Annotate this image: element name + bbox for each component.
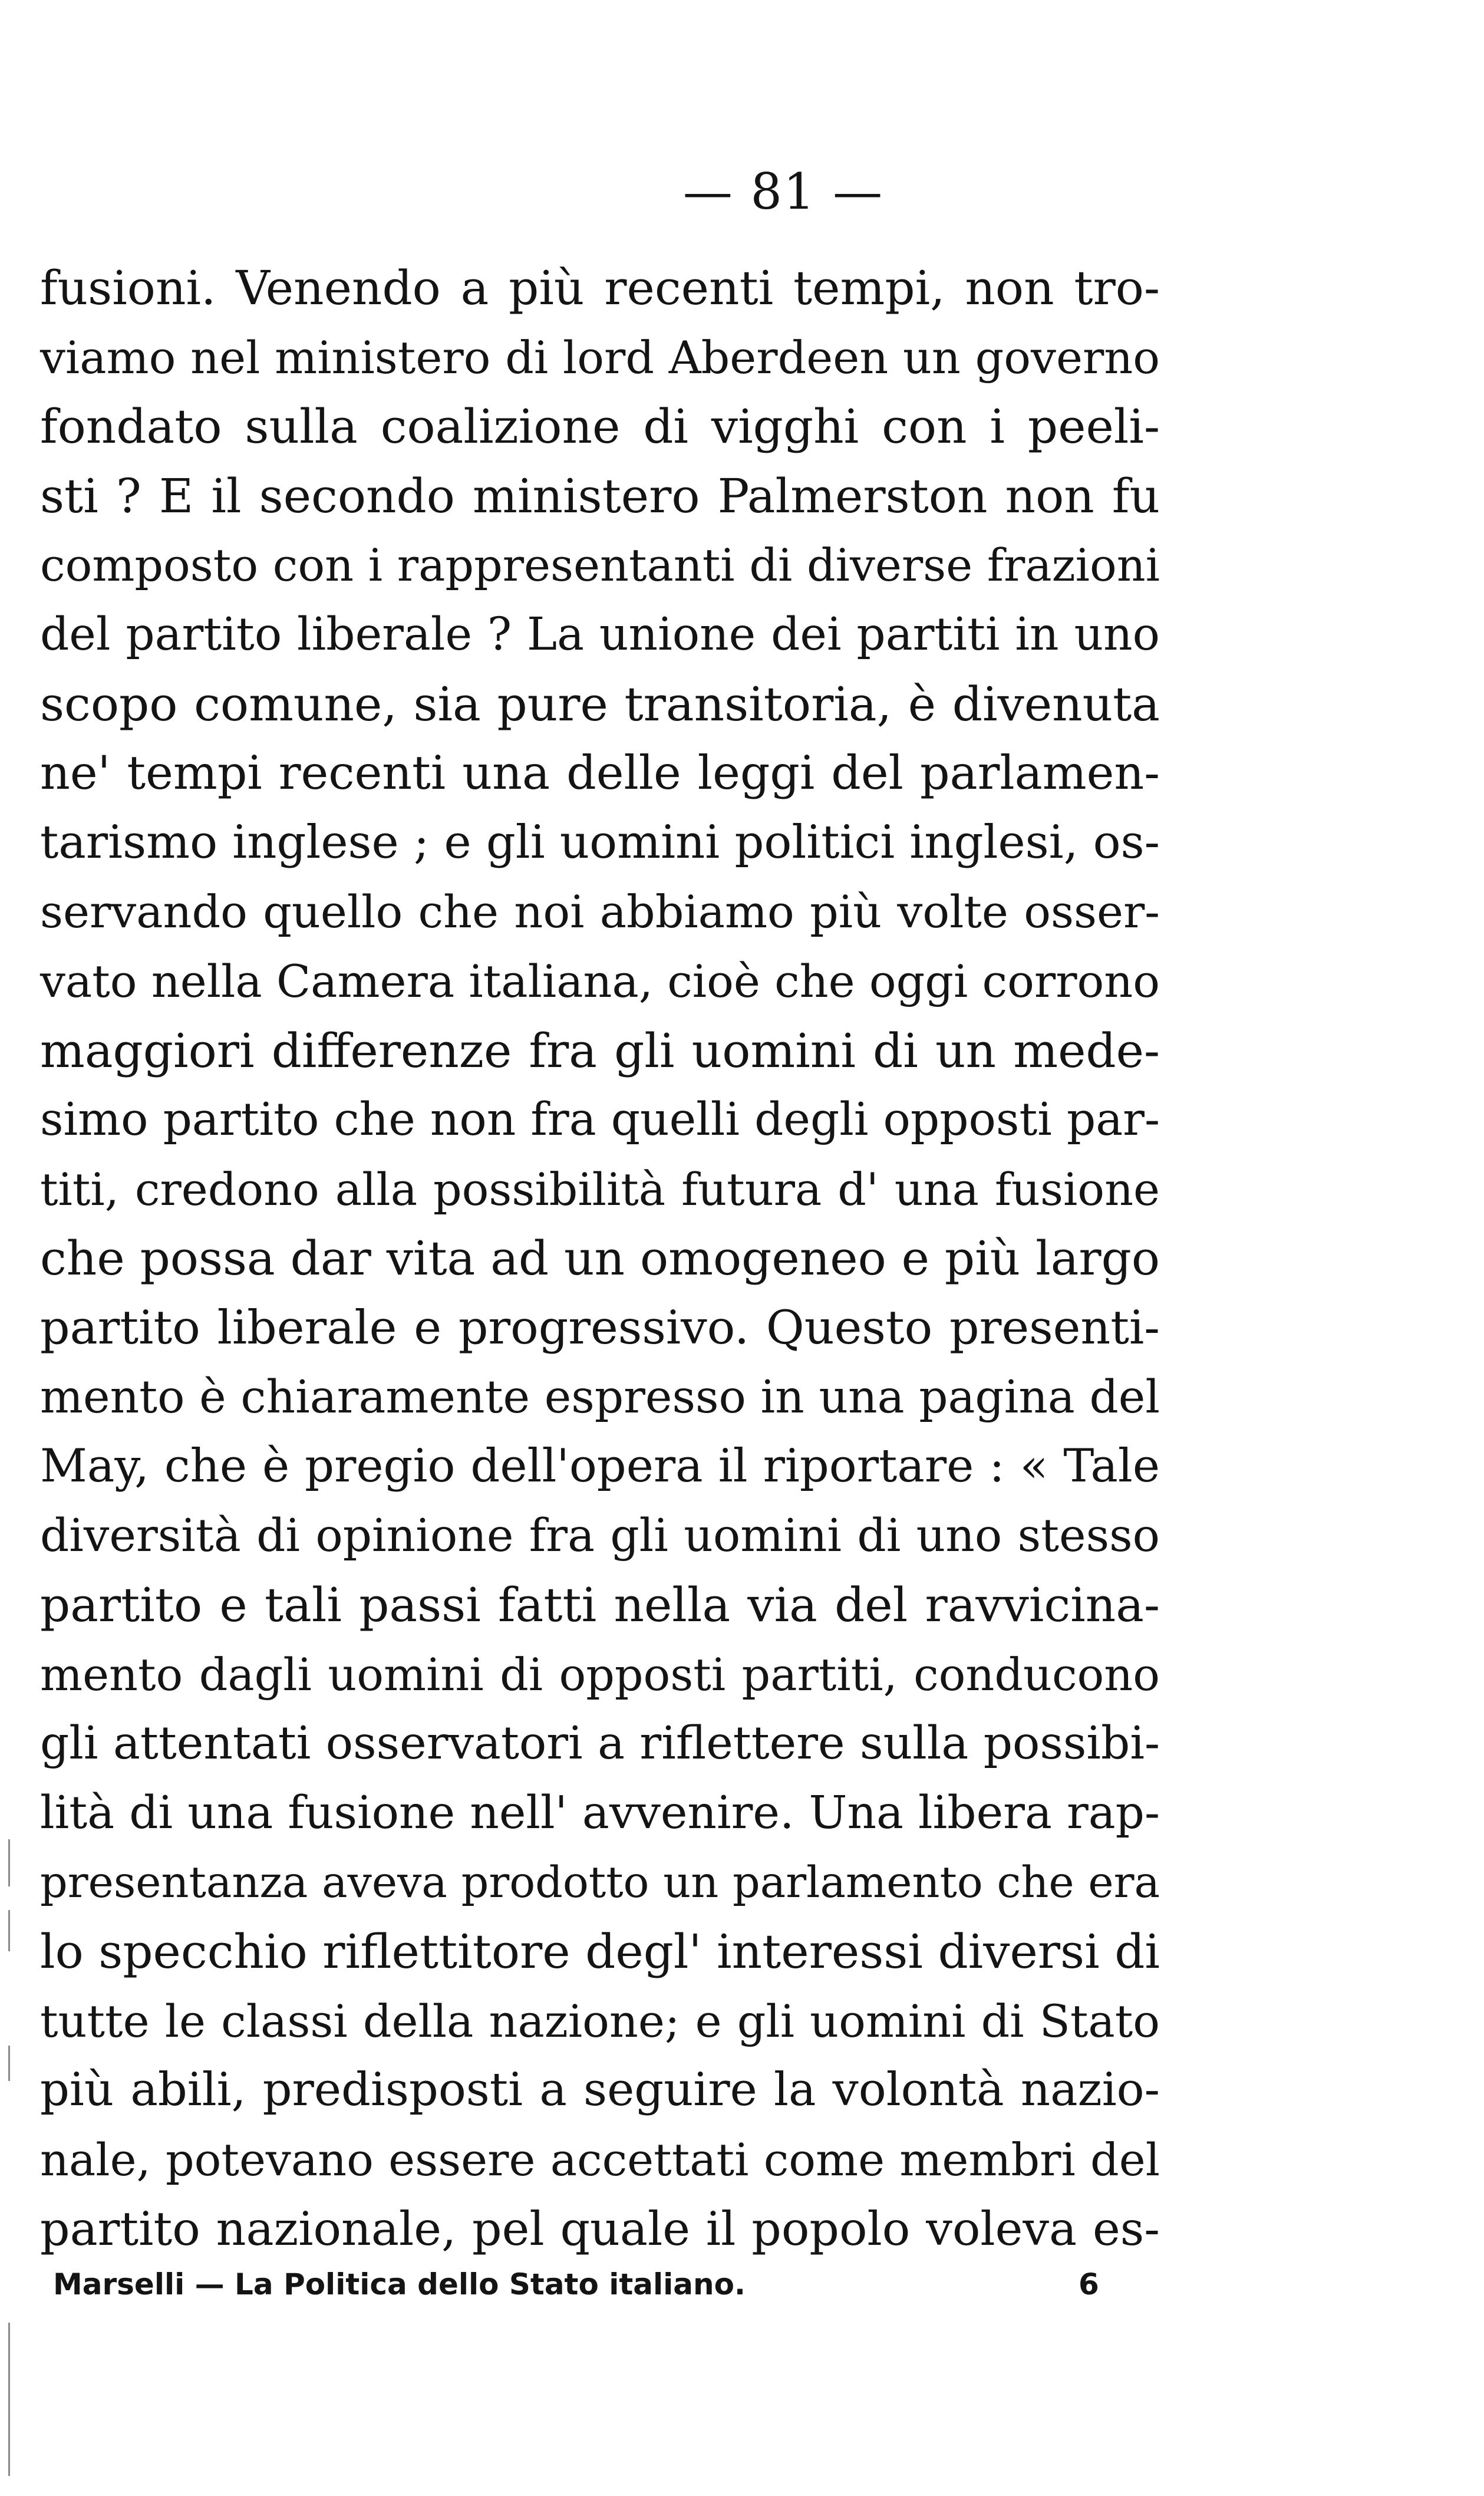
text-line: viamo nel ministero di lord Aberdeen un governo — [40, 331, 1160, 384]
text-line: presentanza aveva prodotto un parlamento che era — [40, 1857, 1160, 1908]
margin-mark — [8, 2323, 10, 2476]
text-line: diversità di opinione fra gli uomini di uno stesso — [40, 1509, 1160, 1562]
text-line: gli attentati osservatori a riflettere sulla possibi- — [40, 1717, 1160, 1770]
text-line: fondato sulla coalizione di vigghi con i peeli- — [40, 399, 1160, 455]
text-line: del partito liberale ? La unione dei partiti in uno — [40, 608, 1160, 661]
text-line: mento è chiaramente espresso in una pagina del — [40, 1371, 1160, 1424]
text-line: tarismo inglese ; e gli uomini politici inglesi, os- — [40, 815, 1160, 869]
text-line: composto con i rappresentanti di diverse frazioni — [40, 539, 1160, 592]
text-line: vato nella Camera italiana, cioè che oggi corrono — [40, 954, 1160, 1007]
text-line: simo partito che non fra quelli degli opposti par- — [40, 1094, 1160, 1147]
text-line: mento dagli uomini di opposti partiti, conducono — [40, 1648, 1160, 1701]
text-line: partito liberale e progressivo. Questo presenti- — [40, 1300, 1160, 1355]
text-line: fusioni. Venendo a più recenti tempi, non tro- — [40, 261, 1160, 315]
text-line: sti ? E il secondo ministero Palmerston non fu — [40, 468, 1160, 523]
text-line: servando quello che noi abbiamo più volte osser- — [40, 885, 1160, 939]
page-footer — [53, 2258, 1114, 2311]
text-line: che possa dar vita ad un omogeneo e più largo — [40, 1231, 1160, 1286]
body-text — [40, 253, 1160, 2264]
signature-mark: 6 — [1079, 2267, 1099, 2301]
margin-mark — [8, 2046, 10, 2081]
text-line: May, che è pregio dell'opera il riportare : « Tale — [40, 1440, 1160, 1493]
text-line: nale, potevano essere accettati come membri del — [40, 2133, 1160, 2187]
text-line: tutte le classi della nazione; e gli uomini di Stato — [40, 1994, 1160, 2047]
text-line: titi, credono alla possibilità futura d' una fusione — [40, 1163, 1160, 1216]
text-line: maggiori differenze fra gli uomini di un mede- — [40, 1023, 1160, 1078]
text-line: più abili, predisposti a seguire la volontà nazio- — [40, 2063, 1160, 2117]
text-line: lo specchio riflettitore degl' interessi diversi di — [40, 1924, 1160, 1980]
text-line: lità di una fusione nell' avvenire. Una libera rap- — [40, 1787, 1160, 1840]
margin-mark — [8, 1910, 10, 1951]
text-line: scopo comune, sia pure transitoria, è divenuta — [40, 676, 1160, 732]
page-header — [0, 159, 1484, 224]
text-line: ne' tempi recenti una delle leggi del parlamen- — [40, 746, 1160, 801]
text-line: partito e tali passi fatti nella via del ravvicina- — [40, 1578, 1160, 1633]
margin-mark — [8, 1839, 10, 1886]
running-title: Marselli — La Politica dello Stato italiano. — [53, 2267, 746, 2301]
page-number: — 81 — — [682, 163, 884, 220]
text-line: partito nazionale, pel quale il popolo voleva es- — [40, 2201, 1160, 2256]
